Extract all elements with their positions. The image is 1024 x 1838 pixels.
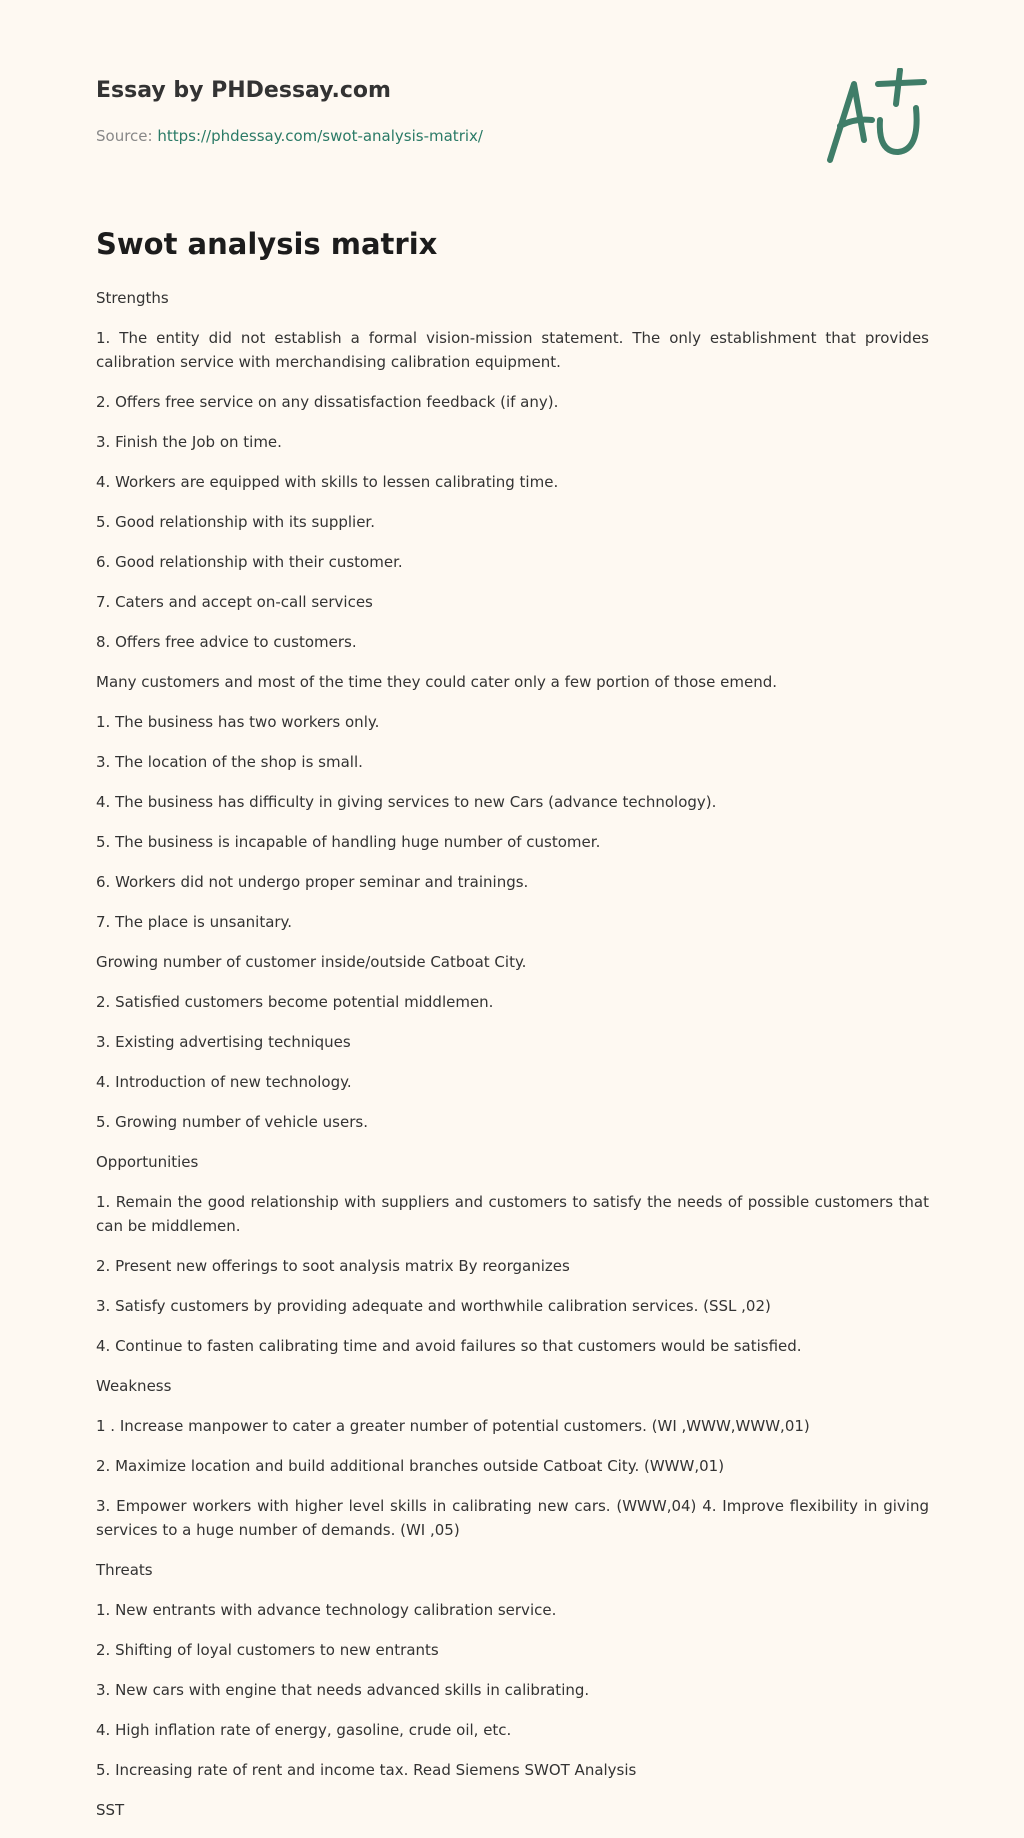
paragraph: 1. The entity did not establish a formal vision-mission statement. The only establishment that provides calibration service with merchandising calibration equipment. bbox=[96, 329, 929, 371]
paragraph: 1 . Increase manpower to cater a greater number of potential customers. (WI ,WWW,WWW,01) bbox=[96, 1417, 810, 1435]
paragraph: 1. The business has two workers only. bbox=[96, 713, 380, 731]
source-link[interactable]: https://phdessay.com/swot-analysis-matrix/ bbox=[157, 127, 483, 145]
paragraph: 3. The location of the shop is small. bbox=[96, 753, 363, 771]
paragraph: Weakness bbox=[96, 1377, 172, 1395]
source-line bbox=[96, 126, 736, 146]
a-plus-logo-icon bbox=[820, 68, 930, 168]
paragraph: 7. Caters and accept on-call services bbox=[96, 593, 373, 611]
paragraph: 5. Increasing rate of rent and income tax. Read Siemens SWOT Analysis bbox=[96, 1761, 637, 1779]
paragraph: 2. Present new offerings to soot analysis matrix By reorganizes bbox=[96, 1257, 570, 1275]
paragraph: 6. Good relationship with their customer. bbox=[96, 553, 403, 571]
paragraph: 3. Existing advertising techniques bbox=[96, 1033, 351, 1051]
header bbox=[96, 76, 736, 146]
paragraph: 5. The business is incapable of handling huge number of customer. bbox=[96, 833, 601, 851]
essay-body bbox=[96, 286, 929, 1822]
paragraph: 4. Workers are equipped with skills to lessen calibrating time. bbox=[96, 473, 559, 491]
essay bbox=[96, 222, 929, 1838]
paragraph: Strengths bbox=[96, 289, 169, 307]
paragraph: 3. Satisfy customers by providing adequate and worthwhile calibration services. (SSL ,02) bbox=[96, 1297, 771, 1315]
paragraph: 2. Shifting of loyal customers to new entrants bbox=[96, 1641, 439, 1659]
paragraph: 3. Empower workers with higher level skills in calibrating new cars. (WWW,04) 4. Improve flexibility in giving services to a huge number of demands. (WI ,05) bbox=[96, 1497, 929, 1539]
paragraph: Many customers and most of the time they could cater only a few portion of those emend. bbox=[96, 673, 777, 691]
paragraph: 4. Introduction of new technology. bbox=[96, 1073, 352, 1091]
essay-title: Swot analysis matrix bbox=[96, 227, 438, 261]
paragraph: 5. Growing number of vehicle users. bbox=[96, 1113, 368, 1131]
paragraph: 4. The business has difficulty in giving services to new Cars (advance technology). bbox=[96, 793, 717, 811]
paragraph: Growing number of customer inside/outside Catboat City. bbox=[96, 953, 527, 971]
paragraph: 3. New cars with engine that needs advanced skills in calibrating. bbox=[96, 1681, 590, 1699]
paragraph: 7. The place is unsanitary. bbox=[96, 913, 293, 931]
paragraph: 2. Satisfied customers become potential middlemen. bbox=[96, 993, 494, 1011]
paragraph: 1. Remain the good relationship with suppliers and customers to satisfy the needs of possible customers that can be middlemen. bbox=[96, 1193, 929, 1235]
paragraph: 4. High inflation rate of energy, gasoline, crude oil, etc. bbox=[96, 1721, 512, 1739]
paragraph: Threats bbox=[96, 1561, 153, 1579]
paragraph: 8. Offers free advice to customers. bbox=[96, 633, 357, 651]
paragraph: 2. Maximize location and build additional branches outside Catboat City. (WWW,01) bbox=[96, 1457, 725, 1475]
paragraph: Opportunities bbox=[96, 1153, 199, 1171]
source-label: Source: bbox=[96, 127, 158, 145]
paragraph: 3. Finish the Job on time. bbox=[96, 433, 282, 451]
paragraph: 4. Continue to fasten calibrating time and avoid failures so that customers would be satisfied. bbox=[96, 1337, 802, 1355]
paragraph: 6. Workers did not undergo proper seminar and trainings. bbox=[96, 873, 529, 891]
paragraph: 2. Offers free service on any dissatisfaction feedback (if any). bbox=[96, 393, 559, 411]
brand-title: Essay by PHDessay.com bbox=[96, 78, 391, 103]
paragraph: 1. New entrants with advance technology calibration service. bbox=[96, 1601, 557, 1619]
paragraph: 5. Good relationship with its supplier. bbox=[96, 513, 375, 531]
paragraph: SST bbox=[96, 1801, 125, 1819]
